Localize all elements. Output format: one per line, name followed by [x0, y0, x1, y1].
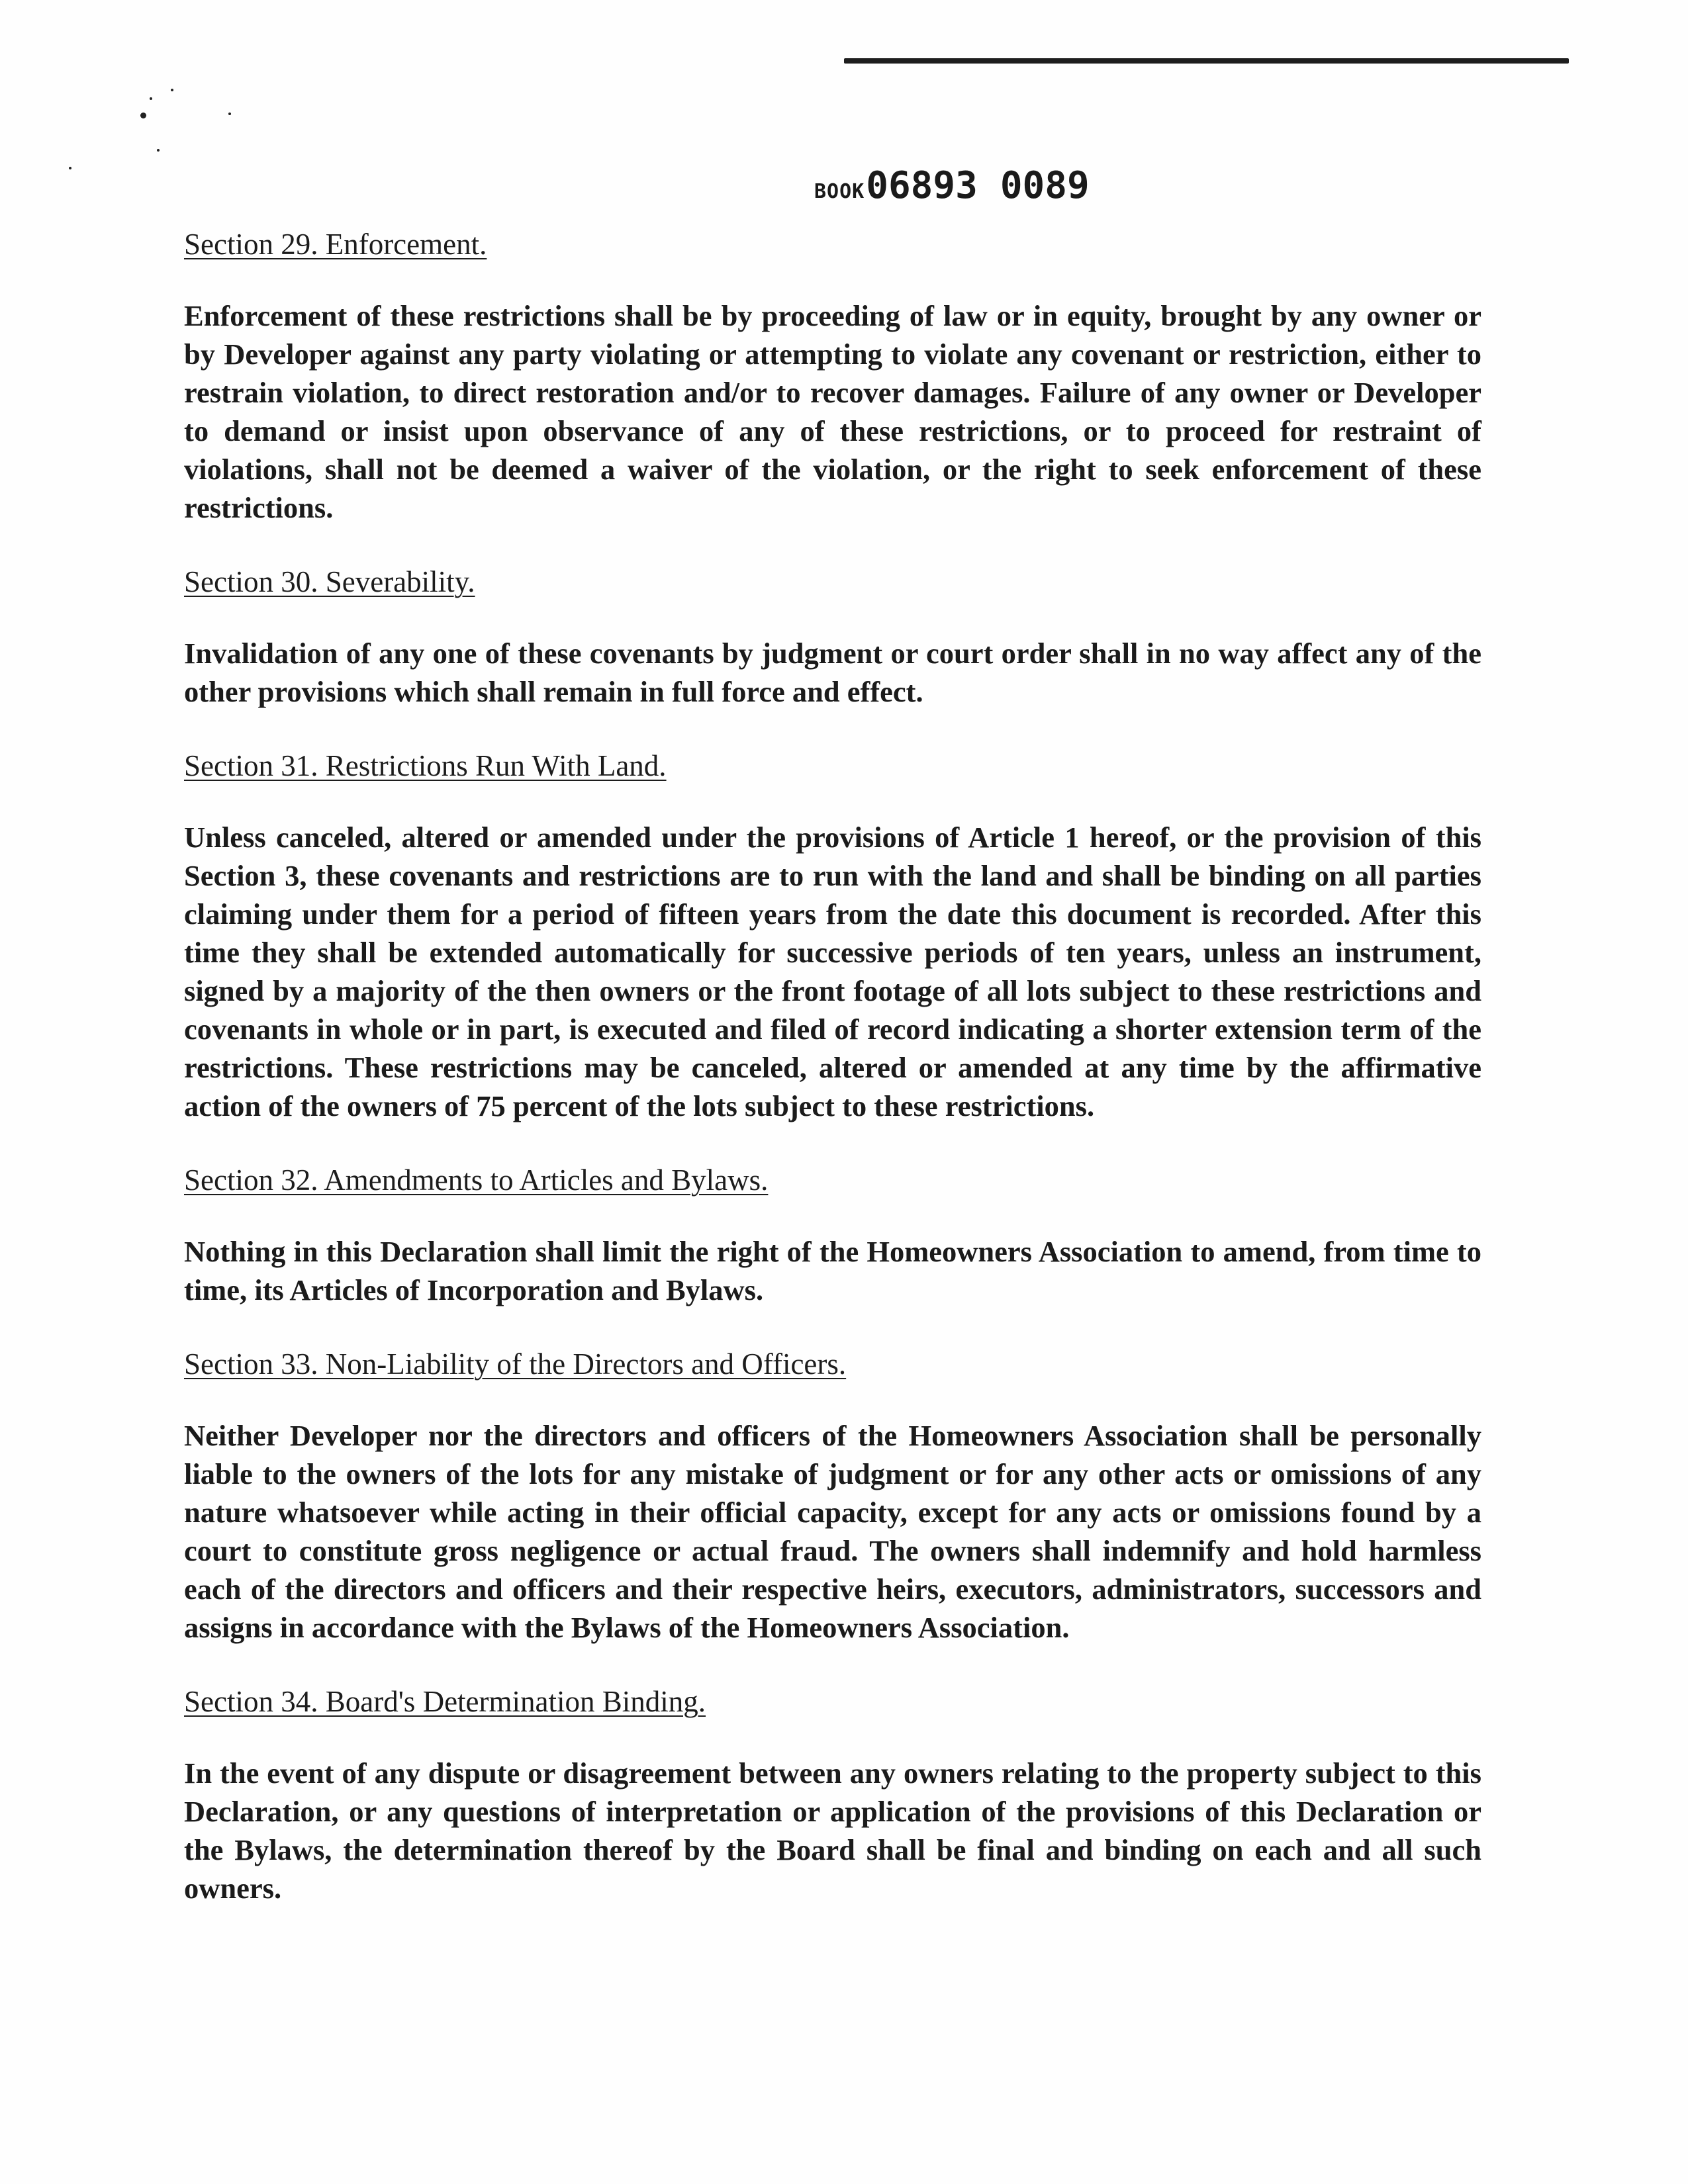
scan-speck	[150, 97, 152, 100]
scan-speck	[69, 167, 71, 169]
page-number: 0089	[1000, 164, 1090, 207]
scan-speck	[171, 89, 173, 91]
document-body	[184, 225, 1481, 1943]
section-32	[184, 1161, 1481, 1309]
section-34	[184, 1682, 1481, 1907]
section-heading: Section 31. Restrictions Run With Land.	[184, 749, 667, 782]
section-heading: Section 34. Board's Determination Binding.	[184, 1685, 706, 1718]
top-horizontal-rule	[844, 58, 1569, 64]
section-paragraph: In the event of any dispute or disagreement between any owners relating to the property subject to this Declaration, or any questions of interpretation or application of the provisions of this Declaration or the Bylaws, the determination thereof by the Board shall be final and binding on each and all such owners.	[184, 1756, 1481, 1905]
scan-speck	[157, 149, 160, 152]
scan-speck	[228, 113, 231, 115]
section-heading: Section 33. Non-Liability of the Directors and Officers.	[184, 1347, 847, 1381]
section-paragraph: Enforcement of these restrictions shall be by proceeding of law or in equity, brought by any owner or by Developer against any party violating or attempting to violate any covenant or restriction, either to restrain violation, to direct restoration and/or to recover damages. Failure of any owner or Developer to demand or insist upon observance of any of these restrictions, or to proceed for restraint of violations, shall not be deemed a waiver of the violation, or the right to seek enforcement of these restrictions.	[184, 299, 1481, 524]
section-paragraph: Nothing in this Declaration shall limit the right of the Homeowners Association to amend, from time to time, its Articles of Incorporation and Bylaws.	[184, 1235, 1481, 1306]
section-paragraph: Unless canceled, altered or amended under the provisions of Article 1 hereof, or the provision of this Section 3, these covenants and restrictions are to run with the land and shall be binding on all parties claiming under them for a period of fifteen years from the date this document is recorded. After this time they shall be extended automatically for successive periods of ten years, unless an instrument, signed by a majority of the then owners or the front footage of all lots subject to these restrictions and covenants in whole or in part, is executed and filed of record indicating a shorter extension term of the restrictions. These restrictions may be canceled, altered or amended at any time by the affirmative action of the owners of 75 percent of the lots subject to these restrictions.	[184, 821, 1481, 1122]
section-30	[184, 563, 1481, 711]
section-paragraph: Invalidation of any one of these covenants by judgment or court order shall in no way affect any of the other provisions which shall remain in full force and effect.	[184, 637, 1481, 708]
book-prefix: BOOK	[814, 180, 865, 203]
book-page-stamp	[814, 164, 1090, 207]
section-heading: Section 29. Enforcement.	[184, 228, 487, 261]
section-31	[184, 747, 1481, 1125]
section-heading: Section 32. Amendments to Articles and Bylaws.	[184, 1163, 769, 1197]
book-number: 06893	[866, 164, 978, 207]
scan-speck	[140, 113, 146, 118]
section-heading: Section 30. Severability.	[184, 565, 475, 598]
section-33	[184, 1345, 1481, 1647]
section-29	[184, 225, 1481, 527]
section-paragraph: Neither Developer nor the directors and officers of the Homeowners Association shall be personally liable to the owners of the lots for any mistake of judgment or for any other acts or omissions of any nature whatsoever while acting in their official capacity, except for any acts or omissions found by a court to constitute gross negligence or actual fraud. The owners shall indemnify and hold harmless each of the directors and officers and their respective heirs, executors, administrators, successors and assigns in accordance with the Bylaws of the Homeowners Association.	[184, 1419, 1481, 1644]
